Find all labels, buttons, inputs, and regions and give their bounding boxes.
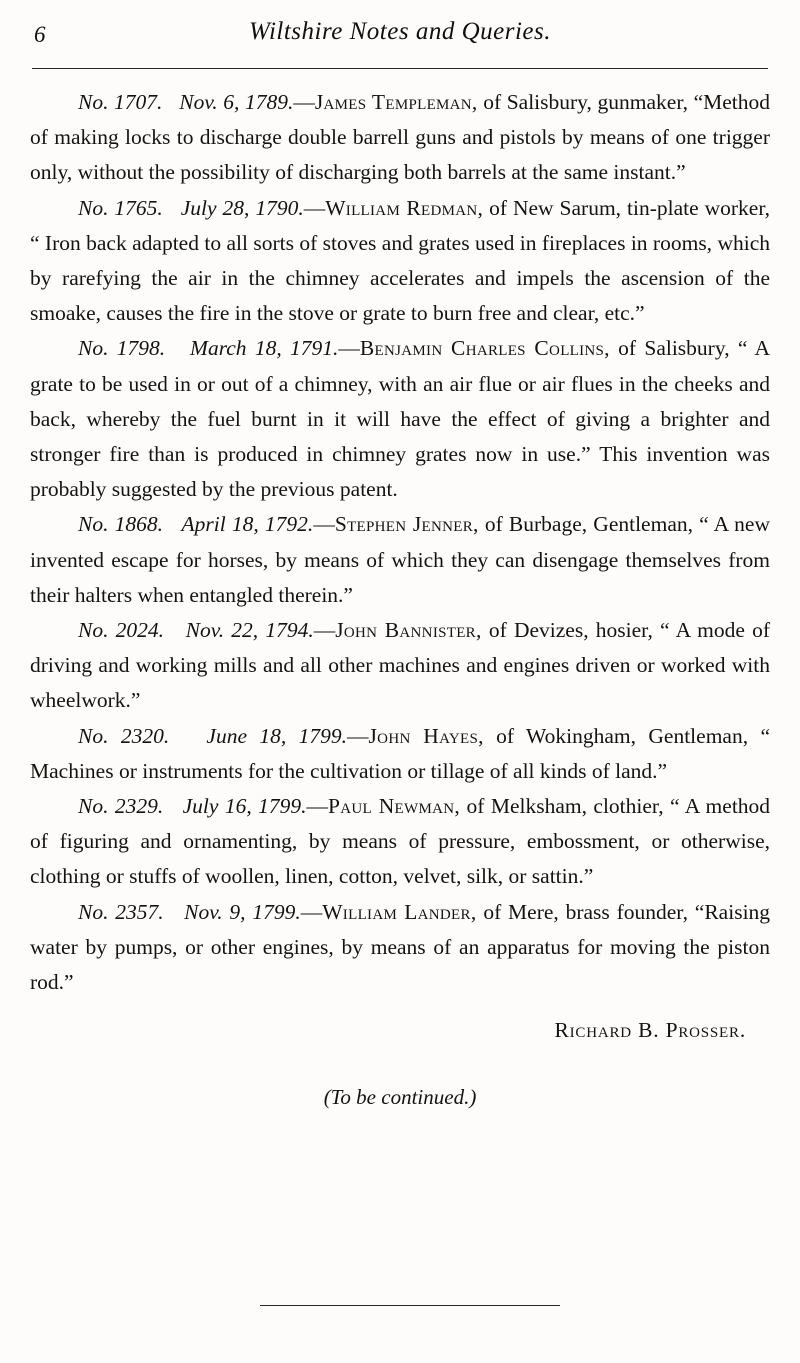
entry-number: No. 1798. bbox=[78, 336, 166, 361]
entry-dash: — bbox=[347, 723, 369, 748]
entry-patentee: Benjamin Charles Collins, bbox=[359, 336, 610, 361]
entry-text: of Wokingham, Gentleman, “ Machines or instruments for the cultivation or tillage of all kinds of land.” bbox=[30, 723, 771, 783]
entry-dash: — bbox=[313, 618, 336, 643]
author-signature: Richard B. Prosser. bbox=[554, 1018, 746, 1043]
entry-number: No. 2357. bbox=[78, 899, 164, 924]
patent-entry bbox=[30, 331, 770, 507]
entry-date: Nov. 22, 1794. bbox=[185, 618, 314, 643]
entry-date: Nov. 9, 1799. bbox=[184, 899, 301, 924]
entry-date: July 28, 1790. bbox=[180, 195, 304, 220]
entry-dash: — bbox=[338, 336, 360, 361]
patent-entry bbox=[30, 789, 770, 895]
entry-text: of Salisbury, gunmaker, “Method of making locks to discharge double barrell guns and pistols by means of one trigger only, without the possibility of discharging both barrels at the same instant.” bbox=[30, 90, 771, 185]
entry-date: April 18, 1792. bbox=[181, 512, 314, 537]
page-header bbox=[30, 18, 770, 58]
entry-number: No. 1868. bbox=[78, 512, 164, 537]
running-title: Wiltshire Notes and Queries. bbox=[249, 18, 551, 45]
patent-entry bbox=[30, 895, 770, 1001]
patent-entry bbox=[30, 613, 770, 719]
header-rule bbox=[32, 68, 768, 69]
entry-patentee: John Hayes, bbox=[368, 723, 484, 748]
entry-text: of New Sarum, tin-plate worker, “ Iron back adapted to all sorts of stoves and grates used in fireplaces in rooms, which by rarefying the air in the chimney accelerates and impels the ascension of the smoake, causes the fire in the stove or grate to burn free and clear, etc.” bbox=[30, 195, 771, 326]
entry-patentee: John Bannister, bbox=[335, 618, 482, 643]
page-number: 6 bbox=[34, 22, 46, 47]
entry-patentee: Stephen Jenner, bbox=[334, 512, 479, 537]
patent-entry bbox=[30, 191, 770, 332]
entry-date: March 18, 1791. bbox=[190, 336, 339, 361]
entry-number: No. 1765. bbox=[78, 195, 163, 220]
entry-date: June 18, 1799. bbox=[206, 723, 348, 748]
entry-text: of Devizes, hosier, “ A mode of driving and working mills and all other machines and engines driven or worked with wheelwork.” bbox=[30, 618, 771, 713]
entry-patentee: James Templeman, bbox=[314, 90, 478, 114]
entry-text: of Melksham, clothier, “ A method of figuring and ornamenting, by means of pressure, embossment, or otherwise, clothing or stuffs of woollen, linen, cotton, velvet, silk, or sattin.” bbox=[30, 794, 771, 889]
entry-number: No. 2329. bbox=[78, 794, 164, 819]
entry-text: of Mere, brass founder, “Raising water by pumps, or other engines, by means of an apparatus for moving the piston rod.” bbox=[30, 899, 771, 995]
entry-text: of Salisbury, “ A grate to be used in or out of a chimney, with an air flue or air flues in the cheeks and back, whereby the fuel burnt in it will have the effect of giving a brighter and stronger fire than is produced in chimney grates now in use.” This invention was probably suggested by the previous patent. bbox=[30, 336, 771, 502]
entry-number: No. 2320. bbox=[78, 723, 170, 748]
entry-patentee: William Redman, bbox=[325, 195, 484, 220]
patent-entry bbox=[30, 719, 770, 789]
entry-dash: — bbox=[303, 195, 326, 220]
patent-entry bbox=[30, 507, 770, 613]
article-body bbox=[30, 85, 770, 1110]
entry-dash: — bbox=[300, 899, 323, 924]
entry-text: of Burbage, Gentleman, “ A new invented escape for horses, by means of which they can disengage themselves from their halters when entangled therein.” bbox=[30, 512, 771, 607]
entry-number: No. 1707. bbox=[78, 90, 163, 114]
entry-patentee: Paul Newman, bbox=[328, 794, 461, 819]
entry-date: July 16, 1799. bbox=[182, 794, 307, 819]
entry-dash: — bbox=[313, 512, 335, 537]
entry-dash: — bbox=[293, 90, 315, 114]
entry-dash: — bbox=[306, 794, 329, 819]
entry-patentee: William Lander, bbox=[322, 899, 477, 924]
entry-date: Nov. 6, 1789. bbox=[179, 90, 294, 114]
footer-rule bbox=[260, 1305, 560, 1306]
entry-number: No. 2024. bbox=[78, 618, 165, 643]
patent-entry bbox=[30, 85, 770, 191]
continued-note: (To be continued.) bbox=[323, 1085, 477, 1110]
